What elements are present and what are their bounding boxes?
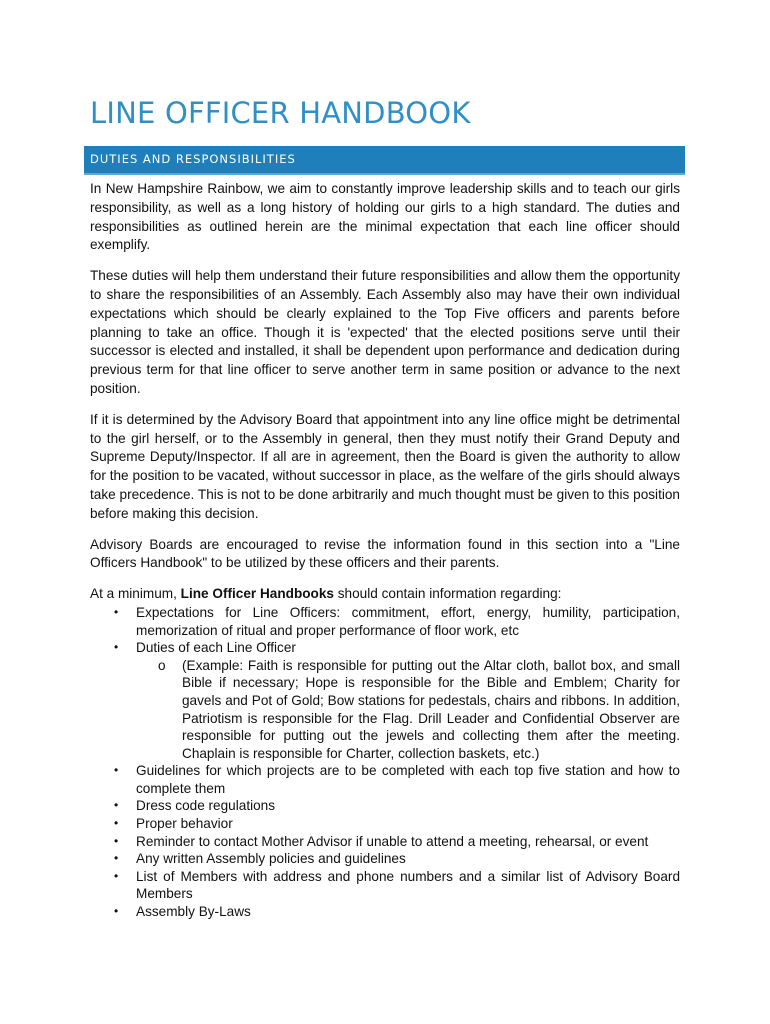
paragraph: In New Hampshire Rainbow, we aim to constantly improve leadership skills and to teach our girls responsibility, as well as a long history of holding our girls to a high standard. The duties and responsibilities as outlined herein are the minimal expectation that each line officer should exemplify. — [90, 181, 680, 253]
list-item — [90, 815, 680, 833]
list-item-text: Dress code regulations — [136, 798, 276, 814]
bullet-icon: • — [114, 904, 119, 919]
paragraph: These duties will help them understand their future responsibilities and allow them the opportunity to share the responsibilities of an Assembly. Each Assembly also may have their own individual expectations which should be clearly explained to the Top Five officers and parents before planning to take an office. Though it is 'expected' that the elected positions serve until their successor is elected and installed, it shall be dependent upon performance and dedication during previous term for that line officer to serve another term in same position or advance to the next position. — [90, 268, 680, 396]
list-item-text: Any written Assembly policies and guidelines — [136, 851, 406, 867]
list-item — [90, 762, 680, 797]
list-item — [90, 639, 680, 762]
list-item — [90, 850, 680, 868]
list-item-text: List of Members with address and phone numbers and a similar list of Advisory Board Members — [136, 868, 680, 902]
bullet-icon: • — [114, 798, 119, 813]
section-heading: DUTIES AND RESPONSIBILITIES — [90, 152, 296, 166]
intro-bold-text: Line Officer Handbooks — [180, 586, 334, 602]
list-item-text: Expectations for Line Officers: commitment, effort, energy, humility, participation, memorization of ritual and proper performance of floor work, etc — [136, 604, 680, 638]
list-item — [90, 797, 680, 815]
contents-list — [90, 604, 680, 921]
bullet-icon: • — [114, 868, 119, 883]
bullet-icon: • — [114, 833, 119, 848]
bullet-icon: • — [114, 604, 119, 619]
list-item-text: Assembly By-Laws — [136, 904, 251, 920]
page-title: LINE OFFICER HANDBOOK — [90, 96, 471, 130]
list-item-text: Duties of each Line Officer — [136, 640, 296, 656]
section-header-bar — [84, 146, 685, 175]
list-item — [90, 903, 680, 921]
intro-text-before: At a minimum, — [90, 586, 181, 602]
sub-list-item — [136, 657, 680, 763]
list-item-text: Guidelines for which projects are to be completed with each top five station and how to complete them — [136, 763, 680, 796]
paragraph: Advisory Boards are encouraged to revise the information found in this section into a "Line Officers Handbook" to be utilized by these officers and their parents. — [90, 536, 680, 571]
list-item — [90, 604, 680, 639]
list-intro — [90, 585, 680, 604]
list-item-text: Reminder to contact Mother Advisor if unable to attend a meeting, rehearsal, or event — [136, 833, 649, 849]
list-item — [90, 868, 680, 903]
list-item — [90, 833, 680, 851]
bullet-icon: • — [114, 851, 119, 866]
bullet-icon: • — [114, 816, 119, 831]
body-text — [90, 180, 680, 921]
paragraph: If it is determined by the Advisory Board that appointment into any line office might be detrimental to the girl herself, or to the Assembly in general, then they must notify their Grand Deputy and Supreme Deputy/Inspector. If all are in agreement, then the Board is given the authority to allow for the position to be vacated, without successor in place, as the welfare of the girls should always take precedence. This is not to be done arbitrarily and much thought must be given to this position before making this decision. — [90, 411, 680, 521]
bullet-icon: • — [114, 763, 119, 778]
list-item-text: Proper behavior — [136, 816, 233, 832]
intro-text-after: should contain information regarding: — [333, 586, 562, 602]
circle-bullet-icon: o — [158, 657, 166, 673]
bullet-icon: • — [114, 640, 119, 655]
sub-list — [136, 657, 680, 763]
sub-list-item-text: (Example: Faith is responsible for putting out the Altar cloth, ballot box, and small Bible if necessary; Hope is responsible for the Bible and Emblem; Charity for gavels and Pot of Gold; Bow stations for pedestals, chairs and ribbons. In addition, Patriotism is responsible for the Flag. Drill Leader and Confidential Observer are responsible for putting out the jewels and collecting them after the meeting. Chaplain is responsible for Charter, collection baskets, etc.) — [182, 657, 680, 761]
